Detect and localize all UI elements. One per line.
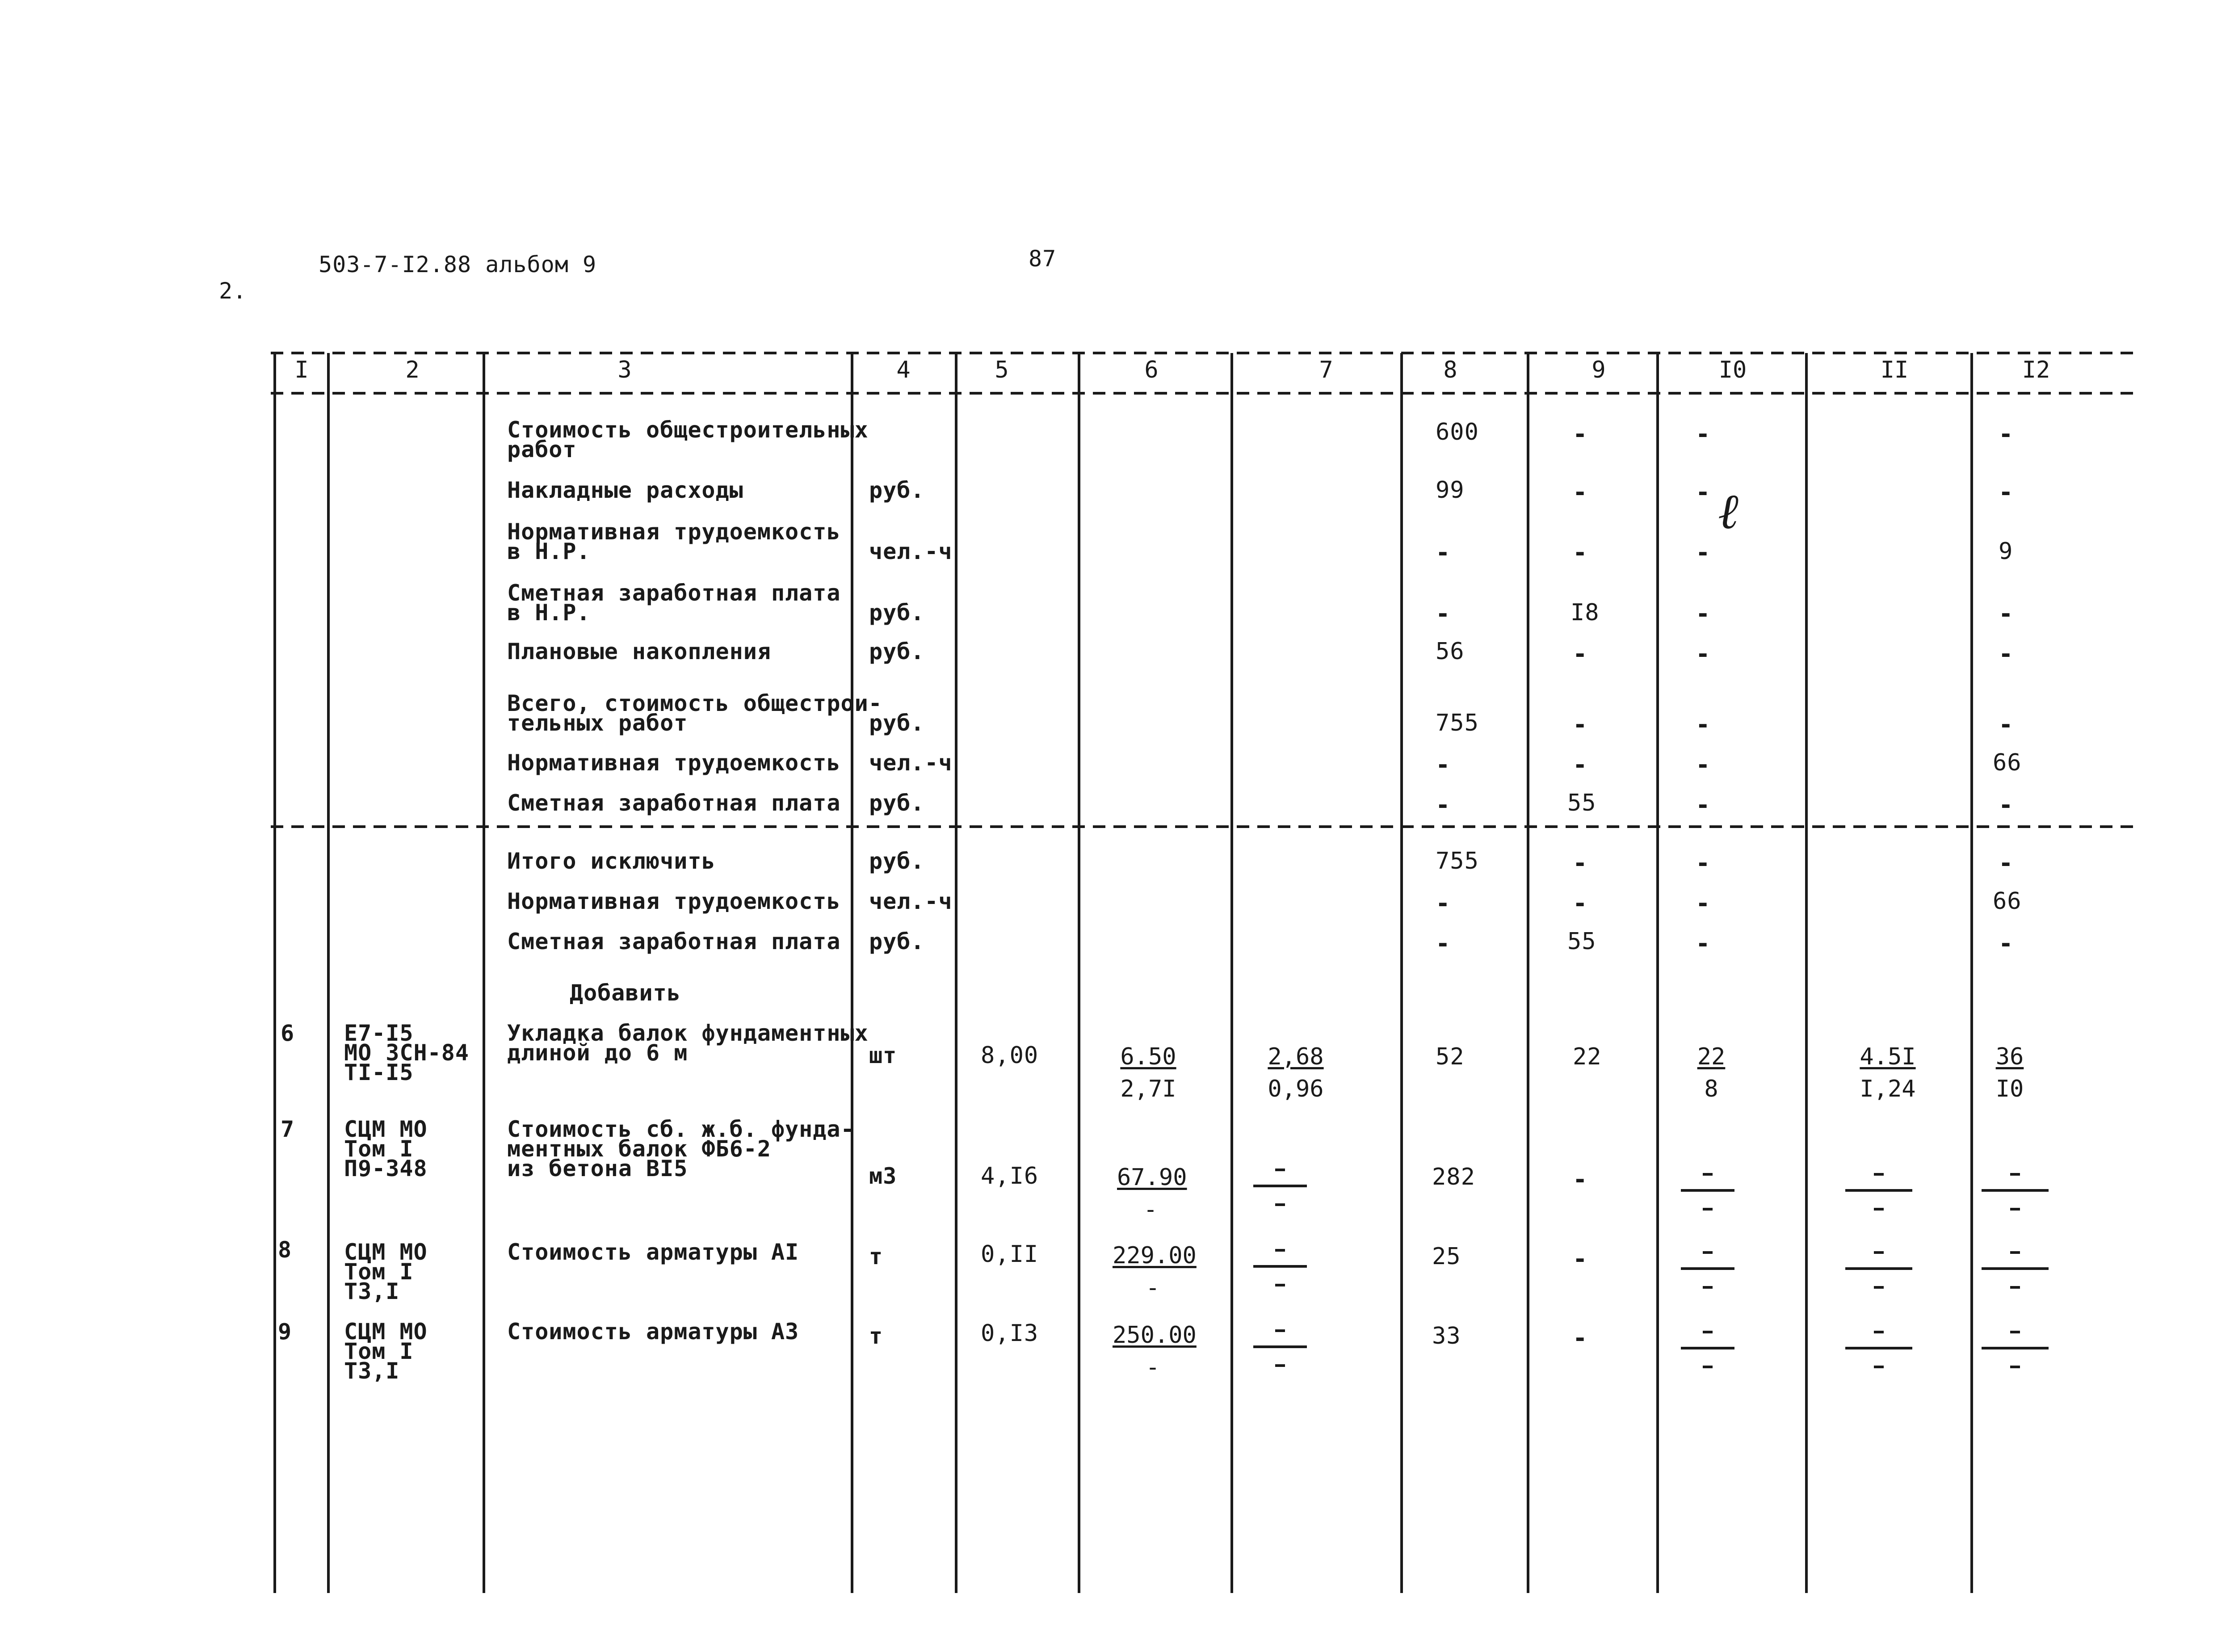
item-9-col10-blank (1681, 1331, 1734, 1368)
item-8-col12-blank (1982, 1251, 2049, 1289)
dash-r3-c8: - (1436, 538, 1450, 567)
value-labor-col12: 66 (1993, 749, 2022, 776)
unit-overhead: руб. (869, 477, 925, 503)
column-header-7: 7 (1319, 357, 1333, 383)
item-7-col10-blank (1681, 1173, 1734, 1211)
dash-r5-c9: - (1573, 640, 1587, 668)
row-label-wages: Сметная заработная плата (507, 790, 841, 816)
item-code-8: СЦМ МО Том I Т3,I (344, 1239, 428, 1304)
dash-r8-c12: - (1999, 791, 2013, 819)
item-unit-7: м3 (869, 1163, 897, 1189)
item-6-col7-bottom: 0,96 (1268, 1076, 1324, 1102)
item-code-9: СЦМ МО Том I Т3,I (344, 1319, 428, 1384)
unit-wage-overhead: руб. (869, 600, 925, 626)
item-7-col7-blank (1253, 1169, 1307, 1206)
item-6-col7-top: 2,68 (1268, 1043, 1324, 1070)
column-header-5: 5 (995, 357, 1009, 383)
row-label-total-construction: Всего, стоимость общестрои- тельных работ (507, 690, 882, 736)
item-6-col11 (1859, 1043, 1917, 1102)
dash-s1-c10: - (1696, 849, 1710, 877)
dash-i7-c9: - (1573, 1165, 1587, 1194)
dash-r2-c10: - (1696, 478, 1710, 506)
column-header-11: II (1880, 357, 1909, 383)
dash-s3-c8: - (1436, 929, 1450, 958)
dash-r5-c10: - (1696, 640, 1710, 668)
value-wage-overhead-col9: I8 (1571, 599, 1600, 626)
section-heading-add: Добавить (570, 980, 681, 1006)
dash-i8-c9: - (1573, 1245, 1587, 1273)
item-8-col8: 25 (1432, 1243, 1461, 1270)
column-header-10: I0 (1718, 357, 1747, 383)
value-wages-exclude-col9: 55 (1567, 928, 1596, 955)
item-6-col12-top: 36 (1995, 1043, 2024, 1070)
dash-r2-c12: - (1999, 478, 2013, 506)
unit-labor-exclude: чел.-ч (869, 888, 953, 914)
row-label-wage-overhead: Сметная заработная плата в Н.Р. (507, 580, 841, 626)
row-label-planned-savings: Плановые накопления (507, 639, 771, 664)
dash-r1-c12: - (1999, 420, 2013, 448)
value-labor-overhead-col12: 9 (1999, 538, 2013, 565)
dash-r6-c9: - (1573, 710, 1587, 739)
dash-r7-c9: - (1573, 751, 1587, 779)
item-6-col12-bottom: I0 (1995, 1076, 2024, 1102)
dash-s1-c9: - (1573, 849, 1587, 877)
value-total-construction-col8: 755 (1436, 710, 1479, 736)
unit-planned-savings: руб. (869, 639, 925, 664)
unit-total-construction: руб. (869, 710, 925, 736)
unit-wages-exclude: руб. (869, 929, 925, 954)
column-header-2: 2 (405, 357, 420, 383)
value-total-exclude-col8: 755 (1436, 848, 1479, 874)
item-8-col10-blank (1681, 1251, 1734, 1289)
value-wages-col9: 55 (1567, 790, 1596, 816)
dash-r4-c10: - (1696, 600, 1710, 628)
row-label-labor-overhead: Нормативная трудоемкость в Н.Р. (507, 519, 841, 564)
document-code: 503-7-I2.88 альбом 9 (319, 252, 597, 277)
item-8-col6 (1113, 1242, 1197, 1301)
item-6-col10 (1696, 1043, 1727, 1102)
dash-s3-c10: - (1696, 929, 1710, 958)
row-label-labor-exclude: Нормативная трудоемкость (507, 888, 841, 914)
item-9-col11-blank (1845, 1331, 1912, 1368)
column-header-6: 6 (1144, 357, 1159, 383)
item-7-col6-bottom: - (1143, 1196, 1158, 1223)
dash-s1-c12: - (1999, 849, 2013, 877)
item-name-7: Стоимость сб. ж.б. фунда- ментных балок ФБ6-2 из бетона BI5 (507, 1116, 855, 1181)
item-8-col7-blank (1253, 1249, 1307, 1286)
dash-r7-c10: - (1696, 751, 1710, 779)
item-number-8: 8 (278, 1237, 292, 1263)
item-6-col11-bottom: I,24 (1860, 1076, 1916, 1102)
item-9-col6-top: 250.00 (1113, 1322, 1197, 1349)
row-label-overhead: Накладные расходы (507, 477, 743, 503)
item-qty-7: 4,I6 (981, 1163, 1039, 1190)
item-9-col12-blank (1982, 1331, 2049, 1368)
column-header-1: I (294, 357, 309, 383)
dash-r4-c12: - (1999, 600, 2013, 628)
dash-r6-c12: - (1999, 710, 2013, 739)
item-9-col7-blank (1253, 1329, 1307, 1367)
item-6-col6-top: 6.50 (1120, 1043, 1176, 1070)
item-name-6: Укладка балок фундаментных длиной до 6 м (507, 1020, 869, 1066)
dash-s2-c9: - (1573, 889, 1587, 917)
item-6-col9: 22 (1573, 1043, 1602, 1070)
item-number-7: 7 (281, 1116, 295, 1142)
item-6-col7 (1264, 1043, 1327, 1102)
dash-r6-c10: - (1696, 710, 1710, 739)
item-9-col8: 33 (1432, 1323, 1461, 1349)
column-header-12: I2 (2022, 357, 2050, 383)
item-8-col6-bottom: - (1146, 1274, 1160, 1301)
dash-r3-c9: - (1573, 538, 1587, 567)
unit-total-exclude: руб. (869, 848, 925, 874)
item-unit-8: т (869, 1244, 883, 1269)
item-9-col6-bottom: - (1146, 1354, 1160, 1381)
item-6-col10-bottom: 8 (1704, 1076, 1718, 1102)
dash-i9-c9: - (1573, 1324, 1587, 1352)
item-7-col6 (1117, 1164, 1187, 1223)
item-6-col10-top: 22 (1697, 1043, 1726, 1070)
page-number: 87 (1029, 246, 1057, 272)
value-labor-exclude-col12: 66 (1993, 888, 2022, 915)
column-header-9: 9 (1592, 357, 1606, 383)
item-name-9: Стоимость арматуры А3 (507, 1319, 799, 1345)
item-9-col6 (1113, 1322, 1197, 1381)
item-7-col8: 282 (1432, 1164, 1475, 1190)
item-6-col6 (1117, 1043, 1180, 1102)
row-label-wages-exclude: Сметная заработная плата (507, 929, 841, 954)
dash-s3-c12: - (1999, 929, 2013, 958)
item-6-col8: 52 (1436, 1043, 1465, 1070)
item-unit-6: шт (869, 1042, 897, 1068)
dash-r3-c10: - (1696, 538, 1710, 567)
column-header-4: 4 (896, 357, 911, 383)
value-overhead-col8: 99 (1436, 477, 1465, 504)
dash-r7-c8: - (1436, 751, 1450, 779)
dash-r4-c8: - (1436, 600, 1450, 628)
column-header-3: 3 (617, 357, 632, 383)
item-6-col6-bottom: 2,7I (1120, 1076, 1176, 1102)
item-qty-9: 0,I3 (981, 1320, 1039, 1347)
item-name-8: Стоимость арматуры AI (507, 1239, 799, 1265)
item-6-col12 (1994, 1043, 2025, 1102)
dash-r2-c9: - (1573, 478, 1587, 506)
item-7-col12-blank (1982, 1173, 2049, 1211)
item-qty-8: 0,II (981, 1241, 1039, 1268)
item-7-col11-blank (1845, 1173, 1912, 1211)
row-label-total-exclude: Итого исключить (507, 848, 716, 874)
dash-r1-c9: - (1573, 420, 1587, 448)
side-mark: 2. (219, 278, 247, 304)
item-number-6: 6 (281, 1020, 295, 1046)
unit-wages: руб. (869, 790, 925, 816)
handwritten-mark: ℓ (1718, 483, 1738, 540)
item-7-col6-top: 67.90 (1117, 1164, 1187, 1191)
column-header-8: 8 (1443, 357, 1457, 383)
item-code-7: СЦМ МО Том I П9-348 (344, 1116, 428, 1181)
unit-labor: чел.-ч (869, 750, 953, 776)
item-number-9: 9 (278, 1319, 292, 1345)
item-6-col11-top: 4.5I (1860, 1043, 1916, 1070)
row-label-construction-cost: Стоимость общестроительных работ (507, 417, 869, 462)
item-code-6: Е7-I5 МО ЗСН-84 TI-I5 (344, 1020, 469, 1085)
unit-labor-overhead: чел.-ч (869, 538, 953, 564)
value-construction-cost-col8: 600 (1436, 419, 1479, 446)
dash-r8-c8: - (1436, 791, 1450, 819)
dash-r5-c12: - (1999, 640, 2013, 668)
dash-s2-c8: - (1436, 889, 1450, 917)
row-label-labor: Нормативная трудоемкость (507, 750, 841, 776)
value-planned-savings-col8: 56 (1436, 638, 1465, 665)
item-unit-9: т (869, 1323, 883, 1349)
dash-r8-c10: - (1696, 791, 1710, 819)
item-8-col6-top: 229.00 (1113, 1242, 1197, 1269)
item-8-col11-blank (1845, 1251, 1912, 1289)
item-qty-6: 8,00 (981, 1042, 1039, 1069)
dash-s2-c10: - (1696, 889, 1710, 917)
dash-r1-c10: - (1696, 420, 1710, 448)
